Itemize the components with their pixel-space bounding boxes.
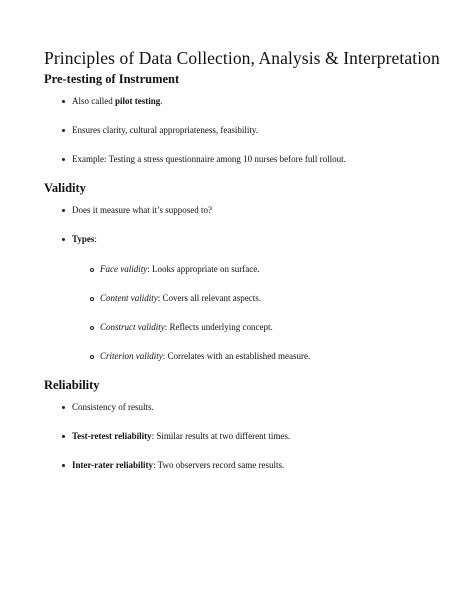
sub-bullet bbox=[90, 268, 94, 272]
bullet-dot bbox=[62, 435, 65, 438]
sub-bullet bbox=[90, 326, 94, 330]
bullet-dot bbox=[62, 129, 65, 132]
sub-list-item: Content validity: Covers all relevant aspects. bbox=[100, 293, 261, 303]
bullet-dot bbox=[62, 100, 65, 103]
page-title: Principles of Data Collection, Analysis & Interpretation bbox=[44, 48, 440, 68]
list-item: Inter-rater reliability: Two observers record same results. bbox=[72, 460, 285, 470]
sub-bullet bbox=[90, 297, 94, 301]
list-item: Types: bbox=[72, 234, 97, 244]
bullet-dot bbox=[62, 406, 65, 409]
sub-list-item: Face validity: Looks appropriate on surface. bbox=[100, 264, 260, 274]
list-item: Example: Testing a stress questionnaire among 10 nurses before full rollout. bbox=[72, 154, 346, 164]
heading-validity: Validity bbox=[44, 181, 86, 195]
bullet-dot bbox=[62, 238, 65, 241]
heading-pretesting: Pre-testing of Instrument bbox=[44, 72, 180, 86]
list-item: Ensures clarity, cultural appropriateness, feasibility. bbox=[72, 125, 259, 135]
heading-reliability: Reliability bbox=[44, 378, 100, 392]
sub-list-item: Criterion validity: Correlates with an established measure. bbox=[100, 351, 311, 361]
bullet-dot bbox=[62, 158, 65, 161]
list-item: Consistency of results. bbox=[72, 402, 154, 412]
bullet-dot bbox=[62, 464, 65, 467]
list-item: Also called pilot testing. bbox=[72, 96, 163, 106]
list-item: Does it measure what it’s supposed to? bbox=[72, 205, 212, 215]
bullet-dot bbox=[62, 209, 65, 212]
list-item: Test-retest reliability: Similar results at two different times. bbox=[72, 431, 291, 441]
sub-bullet bbox=[90, 355, 94, 359]
sub-list-item: Construct validity: Reflects underlying concept. bbox=[100, 322, 273, 332]
